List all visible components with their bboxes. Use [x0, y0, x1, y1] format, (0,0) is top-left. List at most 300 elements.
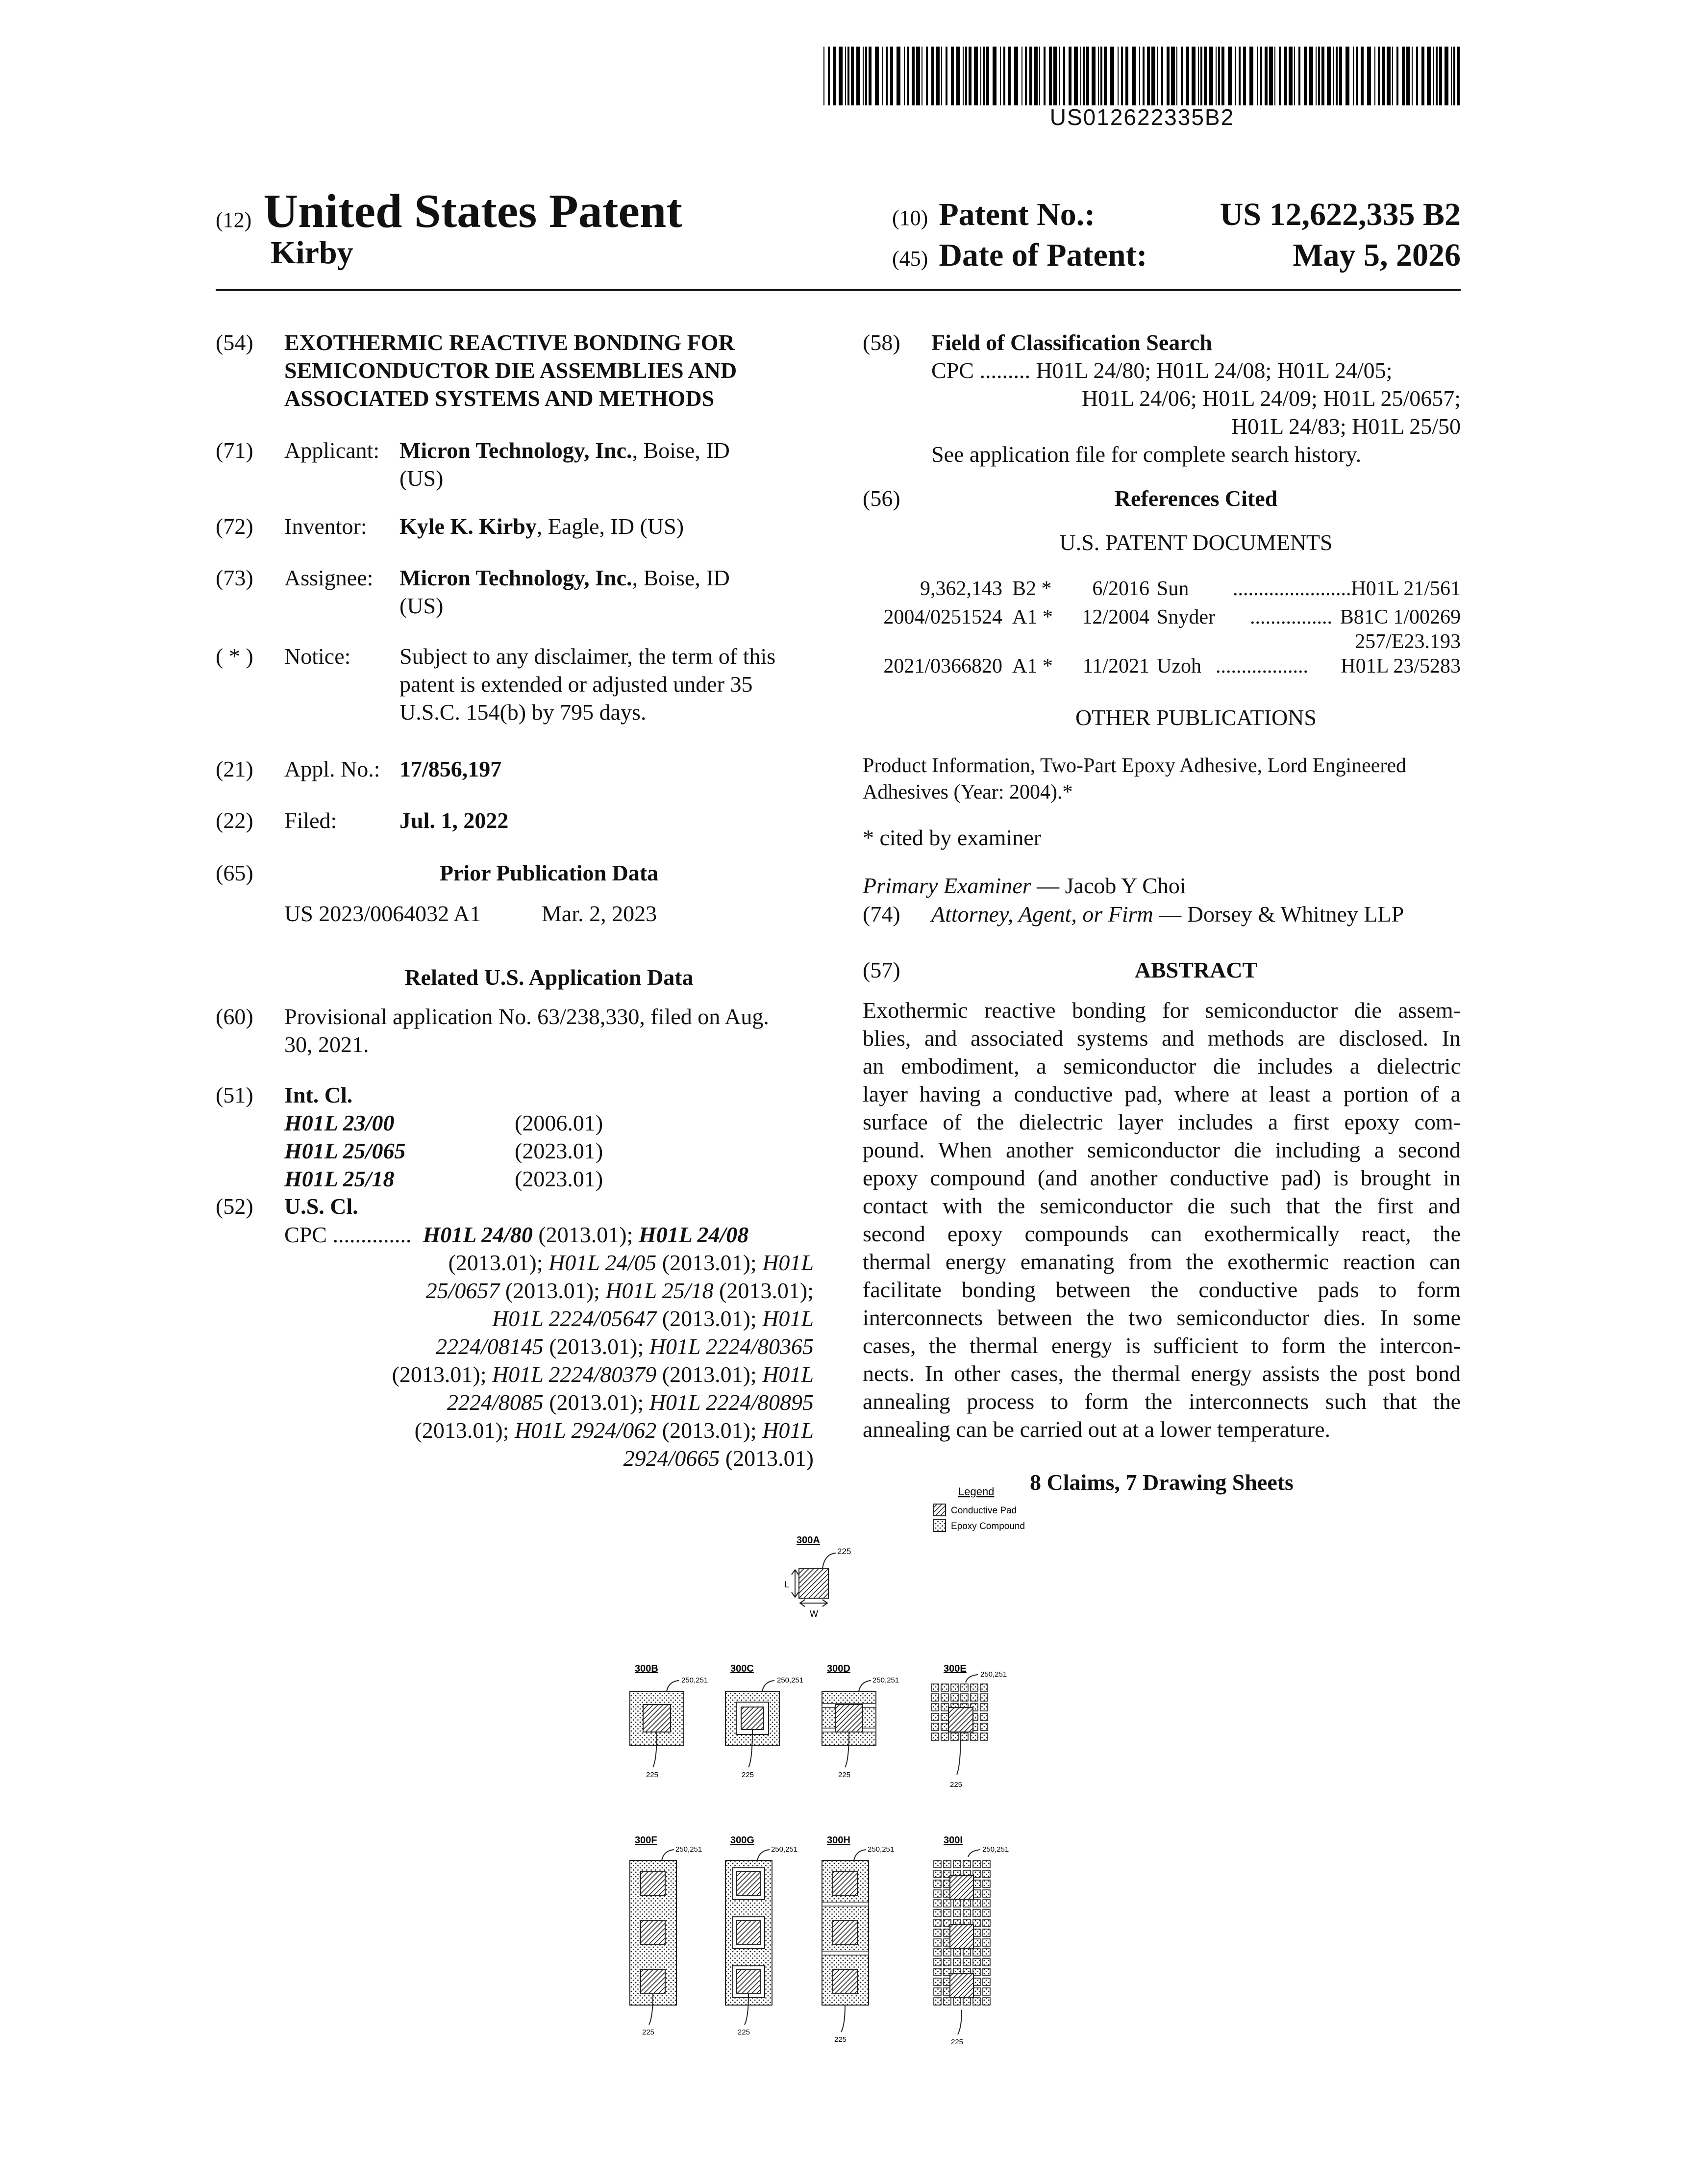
cpc-segment: (2013.01);	[499, 1278, 606, 1303]
reference-date: 11/2021	[1082, 655, 1149, 678]
label-l: L	[784, 1580, 790, 1589]
epoxy-cell	[953, 1860, 961, 1868]
cpc-segment: (2013.01);	[543, 1390, 649, 1415]
inid-code: (12)	[216, 208, 252, 232]
barcode-bar	[1336, 47, 1338, 105]
patent-number-row	[892, 196, 1461, 233]
inid-code: (57)	[863, 957, 900, 982]
barcode-bar	[1249, 47, 1253, 105]
reference-class: H01L 21/561	[1351, 577, 1461, 600]
epoxy-cell	[944, 1958, 951, 1966]
legend-conductive-pad: Conductive Pad	[951, 1506, 1017, 1516]
conductive-pad	[950, 1876, 973, 1899]
applicant-location: , Boise, ID	[632, 438, 730, 463]
epoxy-cell	[934, 1998, 941, 2005]
figure-label-300f: 300F	[635, 1835, 657, 1846]
epoxy-cell	[973, 1968, 980, 1976]
filed-section	[216, 806, 508, 834]
leader-line	[762, 1681, 774, 1691]
conductive-pad	[833, 1871, 857, 1896]
us-cl-cpc-list	[284, 1221, 814, 1472]
cpc-segment: H01L 24/80	[423, 1222, 533, 1247]
abstract-text	[863, 996, 1461, 1443]
reference-date: 12/2004	[1082, 606, 1149, 628]
ref-250-251: 250,251	[681, 1676, 708, 1684]
epoxy-cell	[934, 1988, 941, 1995]
epoxy-cell	[941, 1704, 948, 1711]
notice-text-line: Subject to any disclaimer, the term of this	[399, 644, 776, 669]
epoxy-cell	[953, 1998, 961, 2005]
epoxy-gap	[822, 1902, 869, 1906]
epoxy-cell	[983, 1900, 990, 1907]
barcode-bar	[1049, 47, 1052, 105]
field-search-cpc-line: H01L 24/06; H01L 24/09; H01L 25/0657;	[1081, 386, 1461, 411]
conductive-pad	[737, 1970, 761, 1994]
barcode-bar	[1339, 47, 1342, 105]
barcode-bar	[1345, 47, 1349, 105]
conductive-pad	[641, 1969, 665, 1994]
epoxy-cell	[934, 1870, 941, 1878]
epoxy-cell	[934, 1909, 941, 1917]
int-cl-row	[284, 1165, 603, 1193]
barcode-bar	[1034, 47, 1038, 105]
reference-date: 6/2016	[1092, 577, 1149, 600]
cpc-segment: H01L 2224/80365	[649, 1334, 814, 1359]
conductive-pad	[737, 1872, 761, 1896]
epoxy-cell	[951, 1684, 958, 1691]
reference-number: 2004/0251524	[883, 606, 1002, 628]
ref-250-251: 250,251	[771, 1845, 798, 1854]
epoxy-cell	[951, 1733, 958, 1740]
epoxy-cell	[983, 1978, 990, 1985]
barcode-bar	[1143, 47, 1145, 105]
barcode-bar	[1453, 47, 1455, 105]
epoxy-cell	[973, 1988, 980, 1995]
barcode-bar	[828, 47, 830, 105]
barcode-bar	[1147, 47, 1150, 105]
cpc-segment: (2013.01);	[414, 1418, 515, 1443]
barcode-bar	[1387, 47, 1391, 105]
primary-examiner	[863, 872, 1186, 900]
primary-examiner-name: — Jacob Y Choi	[1031, 873, 1186, 898]
barcode-bar	[1157, 47, 1158, 105]
epoxy-cell	[953, 1909, 961, 1917]
applicant-section	[216, 436, 730, 492]
barcode-bar	[833, 47, 836, 105]
epoxy-cell	[983, 1870, 990, 1878]
epoxy-cell	[944, 1998, 951, 2005]
abstract-line: annealing can be carried out at a lower temperature.	[863, 1417, 1331, 1442]
epoxy-cell	[941, 1723, 948, 1731]
reference-kind: A1 *	[1012, 655, 1053, 678]
barcode-bar	[1181, 47, 1183, 105]
barcode-bar	[1396, 47, 1398, 105]
barcode-bar	[1327, 47, 1331, 105]
cpc-segment: (2013.01);	[656, 1306, 763, 1331]
epoxy-cell	[983, 1929, 990, 1936]
inventor-location: , Eagle, ID (US)	[536, 514, 684, 539]
ref-250-251: 250,251	[777, 1676, 804, 1684]
inid-code: (21)	[216, 756, 253, 781]
barcode-bar	[1361, 47, 1364, 105]
epoxy-cell	[973, 1929, 980, 1936]
barcode-number: US012622335B2	[1049, 104, 1235, 130]
ref-225: 225	[834, 2035, 847, 2044]
reference-extra-class: 257/E23.193	[1355, 630, 1461, 653]
reference-name: Uzoh	[1157, 655, 1201, 678]
barcode-bar	[983, 47, 985, 105]
epoxy-cell	[980, 1684, 988, 1691]
barcode-bar	[1198, 47, 1199, 105]
barcode-bar	[1221, 47, 1224, 105]
field-search-cpc-line: CPC ......... H01L 24/80; H01L 24/08; H01L 24/05;	[931, 358, 1393, 383]
leader-line	[968, 1850, 980, 1857]
barcode-bar	[1356, 47, 1358, 105]
barcode-bar	[875, 47, 879, 105]
invention-title-line: SEMICONDUCTOR DIE ASSEMBLIES AND	[284, 358, 737, 383]
barcode-bar	[1316, 47, 1317, 105]
barcode-bar	[1439, 47, 1442, 105]
epoxy-cell	[931, 1684, 939, 1691]
epoxy-cell	[953, 1900, 961, 1907]
barcode-bar	[1378, 47, 1380, 105]
conductive-pad	[737, 1921, 761, 1945]
int-cl-class: H01L 23/00	[284, 1110, 395, 1135]
barcode-bar	[1412, 47, 1413, 105]
attorney-section	[863, 900, 1404, 928]
notice-section	[216, 642, 811, 726]
figure-label-300a: 300A	[797, 1535, 820, 1546]
barcode-bar	[1039, 47, 1040, 105]
cpc-segment: H01L 24/08	[638, 1222, 749, 1247]
epoxy-cell	[971, 1733, 978, 1740]
barcode-bar	[1457, 47, 1460, 105]
barcode-bar	[886, 47, 888, 105]
barcode-bar	[904, 47, 905, 105]
barcode-bar	[1294, 47, 1295, 105]
abstract-line: thermal energy emanating from the exothermic reaction can	[863, 1249, 1461, 1274]
leader-line	[841, 2005, 845, 2032]
ref-250-251: 250,251	[980, 1670, 1007, 1679]
barcode-bar	[1416, 47, 1418, 105]
barcode-bar	[1204, 47, 1207, 105]
abstract-heading-row	[863, 956, 1461, 984]
int-cl-section	[216, 1081, 603, 1193]
epoxy-cell	[963, 1998, 971, 2005]
claims-summary: 8 Claims, 7 Drawing Sheets	[1030, 1470, 1294, 1495]
barcode-bar	[993, 47, 996, 105]
epoxy-cell	[973, 1939, 980, 1946]
reference-name: Snyder	[1157, 606, 1215, 628]
header-divider	[216, 289, 1461, 291]
barcode-bar	[1421, 47, 1424, 105]
inid-code: (56)	[863, 486, 900, 511]
conductive-pad	[833, 1920, 857, 1945]
inid-code: (71)	[216, 438, 253, 463]
barcode-bar	[1318, 47, 1320, 105]
epoxy-cell	[983, 1909, 990, 1917]
ref-225: 225	[742, 1771, 754, 1779]
us-cl-cpc-line	[284, 1332, 814, 1360]
barcode-bar	[1433, 47, 1434, 105]
ref-225: 225	[838, 1771, 851, 1779]
epoxy-cell	[983, 1919, 990, 1927]
barcode-bar	[1279, 47, 1281, 105]
legend-title: Legend	[958, 1485, 995, 1498]
other-publication-line: Adhesives (Year: 2004).*	[863, 781, 1073, 803]
epoxy-cell	[963, 1909, 971, 1917]
prior-publication-heading-row	[216, 859, 814, 887]
abstract-line: interconnects between the two semiconductor dies. In some	[863, 1305, 1461, 1330]
inid-code: (45)	[892, 247, 928, 271]
epoxy-cell	[934, 1939, 941, 1946]
barcode-bar	[1003, 47, 1005, 105]
epoxy-cell	[934, 1890, 941, 1897]
epoxy-cell	[973, 1880, 980, 1887]
inid-code: (60)	[216, 1004, 253, 1029]
epoxy-cell	[953, 1958, 961, 1966]
length-arrow	[792, 1570, 798, 1597]
applicant-label: Applicant:	[284, 438, 380, 463]
inid-code: (74)	[863, 902, 900, 927]
epoxy-cell	[963, 1958, 971, 1966]
int-cl-class: H01L 25/065	[284, 1138, 406, 1163]
leader-line	[854, 1850, 866, 1860]
notice-text-line: U.S.C. 154(b) by 795 days.	[399, 700, 647, 725]
epoxy-cell	[941, 1694, 948, 1701]
int-cl-row	[284, 1137, 603, 1165]
reference-class: B81C 1/00269	[1340, 606, 1461, 628]
epoxy-cell	[934, 1880, 941, 1887]
barcode-bar	[1235, 47, 1236, 105]
filed-date: Jul. 1, 2022	[399, 808, 509, 833]
barcode-bar	[1218, 47, 1220, 105]
epoxy-cell	[973, 1919, 980, 1927]
conductive-pad	[833, 1969, 857, 1994]
figure-label-300e: 300E	[944, 1663, 967, 1674]
barcode-bar	[1118, 47, 1119, 105]
epoxy-cell	[973, 1860, 980, 1868]
barcode-bar	[1257, 47, 1258, 105]
leader-line	[667, 1681, 679, 1691]
barcode-bar	[1167, 47, 1170, 105]
references-heading-row	[863, 484, 1461, 512]
barcode-bar	[847, 47, 849, 105]
barcode-bar	[1216, 47, 1217, 105]
epoxy-cell	[944, 1909, 951, 1917]
barcode-bar	[1333, 47, 1334, 105]
us-patent-documents-heading: U.S. PATENT DOCUMENTS	[1059, 530, 1333, 555]
reference-leader-dots: ..................	[1216, 655, 1308, 678]
reference-name: Sun	[1157, 577, 1189, 600]
ref-225: 225	[837, 1547, 851, 1556]
us-cl-cpc-line	[284, 1249, 814, 1277]
epoxy-cell	[983, 1988, 990, 1995]
document-title: United States Patent	[263, 185, 682, 238]
figure-label-300i: 300I	[944, 1835, 963, 1846]
conductive-pad	[641, 1871, 665, 1896]
epoxy-cell	[961, 1684, 968, 1691]
prior-publication-date: Mar. 2, 2023	[542, 901, 657, 926]
abstract-line: epoxy compound (and another conductive pad) is brought in	[863, 1165, 1461, 1190]
abstract-line: second epoxy compounds can exothermically react, the	[863, 1221, 1461, 1246]
barcode-bar	[1192, 47, 1196, 105]
abstract-line: facilitate bonding between the conductive pads to form	[863, 1277, 1461, 1302]
reference-kind: B2 *	[1012, 577, 1052, 600]
cpc-segment: 2924/0665	[623, 1446, 720, 1471]
cpc-segment: H01L	[762, 1306, 814, 1331]
abstract-line: Exothermic reactive bonding for semiconductor die assem-	[863, 998, 1461, 1023]
field-search-cpc-line: H01L 24/83; H01L 25/50	[1231, 414, 1461, 439]
us-cl-cpc-line	[284, 1305, 814, 1332]
width-arrow	[800, 1600, 827, 1607]
barcode-bar	[1436, 47, 1438, 105]
barcode-bar	[1132, 47, 1136, 105]
inid-code: ( * )	[216, 644, 253, 669]
barcode-bar	[1382, 47, 1385, 105]
barcode-bar	[1260, 47, 1262, 105]
int-cl-version: (2006.01)	[515, 1110, 603, 1135]
conductive-pad	[643, 1705, 671, 1732]
barcode-bar	[974, 47, 978, 105]
barcode-bar	[1029, 47, 1032, 105]
ref-250-251: 250,251	[675, 1845, 702, 1854]
attorney-name: — Dorsey & Whitney LLP	[1153, 902, 1404, 927]
epoxy-cell	[931, 1713, 939, 1721]
barcode-bar	[931, 47, 934, 105]
ref-250-251: 250,251	[982, 1845, 1009, 1854]
inid-code: (10)	[892, 206, 928, 230]
barcode-bar	[1402, 47, 1405, 105]
conductive-pad	[835, 1705, 863, 1732]
legend-epoxy-compound: Epoxy Compound	[951, 1521, 1025, 1531]
field-search-section	[863, 328, 1461, 468]
epoxy-cell	[973, 1909, 980, 1917]
title-section	[216, 328, 737, 412]
other-publications-heading: OTHER PUBLICATIONS	[1075, 705, 1317, 730]
epoxy-cell	[944, 1949, 951, 1956]
barcode-bar	[969, 47, 972, 105]
epoxy-cell	[963, 1949, 971, 1956]
assignee-name: Micron Technology, Inc.	[399, 565, 632, 590]
reference-number: 9,362,143	[920, 577, 1002, 600]
cpc-segment: H01L 2224/80895	[649, 1390, 814, 1415]
patent-no-label: Patent No.:	[939, 197, 1096, 232]
related-data-heading: Related U.S. Application Data	[404, 965, 694, 990]
conductive-pad	[950, 1974, 973, 1997]
barcode-bar	[1098, 47, 1099, 105]
abstract-line: annealing process to form the interconnects such that the	[863, 1389, 1461, 1414]
barcode-bar	[1321, 47, 1324, 105]
cpc-segment: H01L 2224/80379	[492, 1362, 657, 1387]
barcode-bar	[1083, 47, 1085, 105]
barcode-bar	[1451, 47, 1452, 105]
abstract-line: nects. In other cases, the thermal energy assists the post bond	[863, 1361, 1461, 1386]
figure-label-300c: 300C	[730, 1663, 754, 1674]
barcode-bar	[1014, 47, 1018, 105]
figure-label-300d: 300D	[827, 1663, 850, 1674]
abstract-line: contact with the semiconductor die such that the first and	[863, 1193, 1461, 1218]
barcode-bar	[845, 47, 846, 105]
us-cl-cpc-line	[284, 1277, 814, 1305]
barcode-bar	[1151, 47, 1155, 105]
epoxy-cell	[931, 1733, 939, 1740]
epoxy-gap	[822, 1951, 869, 1955]
abstract-heading: ABSTRACT	[1134, 957, 1258, 982]
inid-code: (22)	[216, 808, 253, 833]
epoxy-cell	[973, 1949, 980, 1956]
inid-code: (58)	[863, 330, 900, 355]
reference-leader-dots: ................	[1250, 606, 1332, 628]
assignee-country: (US)	[399, 593, 444, 618]
barcode-bar	[1021, 47, 1022, 105]
provisional-section	[216, 1003, 769, 1058]
cpc-segment: 2224/8085	[447, 1390, 544, 1415]
epoxy-cell	[931, 1723, 939, 1731]
barcode-bar	[856, 47, 860, 105]
leader-line	[757, 1850, 770, 1860]
cpc-segment: (2013.01);	[656, 1362, 763, 1387]
epoxy-cell	[934, 1900, 941, 1907]
cpc-segment: CPC ..............	[284, 1222, 423, 1247]
epoxy-cell	[961, 1733, 968, 1740]
cpc-segment: H01L 2924/062	[515, 1418, 657, 1443]
barcode-bar	[965, 47, 967, 105]
inventor-section	[216, 512, 684, 540]
epoxy-cell	[944, 1860, 951, 1868]
epoxy-cell	[973, 1958, 980, 1966]
epoxy-cell	[934, 1958, 941, 1966]
other-publication-entry	[863, 753, 1461, 805]
barcode-bar	[1121, 47, 1123, 105]
leader-line	[822, 1553, 836, 1569]
inid-code: (52)	[216, 1194, 253, 1219]
epoxy-cell	[980, 1704, 988, 1711]
us-cl-label: U.S. Cl.	[284, 1194, 358, 1219]
inventor-surname: Kirby	[271, 235, 353, 271]
cpc-segment: (2013.01);	[656, 1250, 763, 1275]
epoxy-cell	[963, 1900, 971, 1907]
cpc-segment: 2224/08145	[436, 1334, 544, 1359]
leader-line	[662, 1850, 674, 1860]
barcode-bar	[980, 47, 981, 105]
figure-label-300g: 300G	[730, 1835, 754, 1846]
int-cl-label: Int. Cl.	[284, 1082, 353, 1107]
barcode-bar	[1059, 47, 1060, 105]
barcode-bar	[1304, 47, 1307, 105]
barcode-bar	[1074, 47, 1078, 105]
ref-225: 225	[642, 2028, 655, 2036]
barcode-bar	[823, 47, 824, 105]
epoxy-cell	[971, 1684, 978, 1691]
epoxy-cell	[973, 1870, 980, 1878]
barcode-bar	[1353, 47, 1354, 105]
assignee-label: Assignee:	[284, 565, 374, 590]
filed-label: Filed:	[284, 808, 337, 833]
cpc-segment: (2013.01);	[392, 1362, 492, 1387]
barcode-bar	[1427, 47, 1431, 105]
epoxy-cell	[971, 1694, 978, 1701]
barcode-bar	[936, 47, 940, 105]
epoxy-cell	[931, 1694, 939, 1701]
barcode-bar	[1161, 47, 1163, 105]
barcode-bar	[1086, 47, 1089, 105]
references-heading: References Cited	[1114, 486, 1278, 511]
figure-label-300b: 300B	[635, 1663, 658, 1674]
barcode-bar	[890, 47, 893, 105]
cpc-segment: (2013.01);	[532, 1222, 639, 1247]
cpc-segment: H01L	[762, 1418, 814, 1443]
